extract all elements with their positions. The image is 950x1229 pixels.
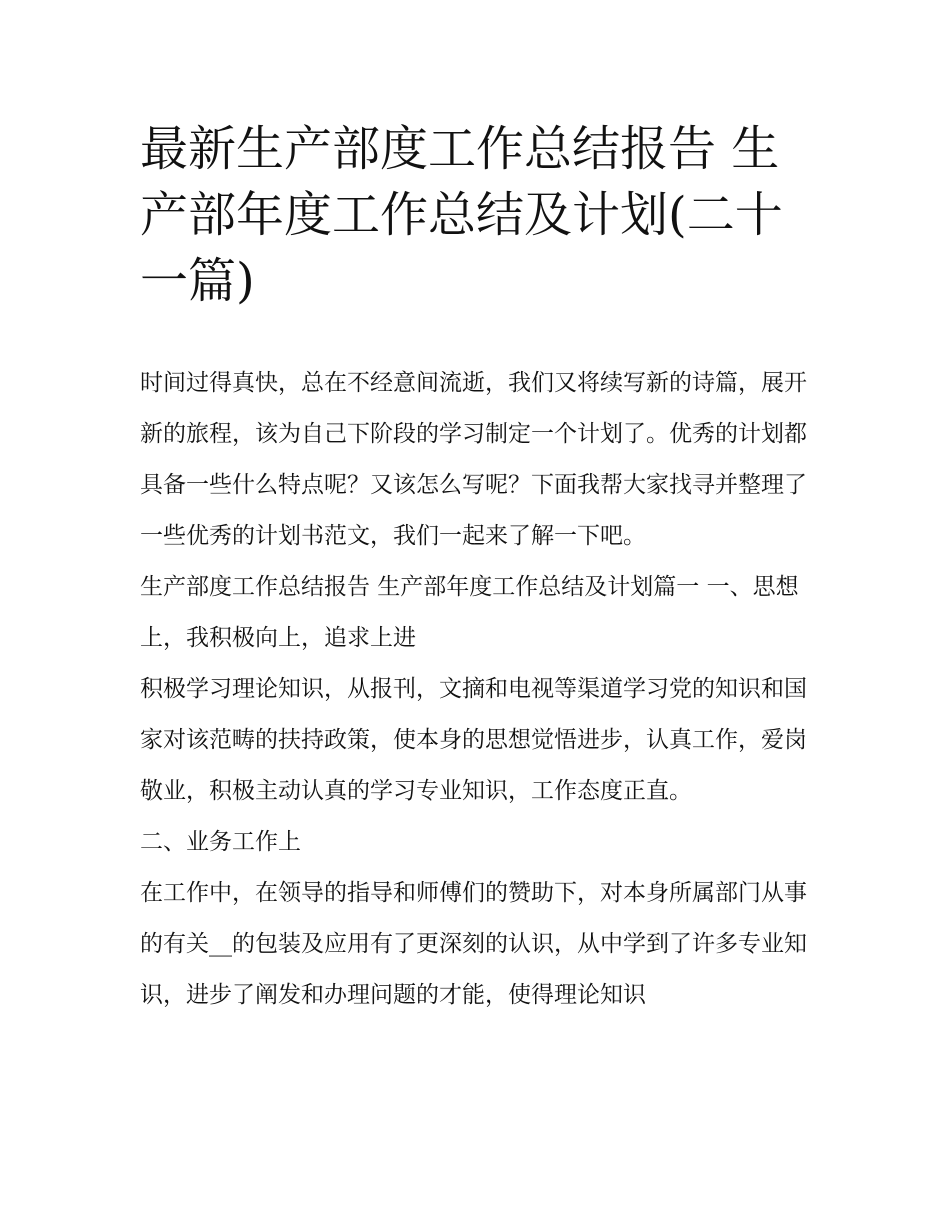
paragraph-intro: 时间过得真快，总在不经意间流逝，我们又将续写新的诗篇，展开新的旅程，该为自己下阶段的学习制定一个计划了。优秀的计划都具备一些什么特点呢？又该怎么写呢？下面我帮大家找寻并整理了一些优秀的计划书范文，我们一起来了解一下吧。 <box>140 370 807 549</box>
paragraph-section-one-heading: 生产部度工作总结报告 生产部年度工作总结及计划篇一 一、思想上，我积极向上，追求上进 <box>140 574 799 651</box>
paragraph-section-two-heading: 二、业务工作上 <box>140 829 301 855</box>
paragraph-section-two-body: 在工作中，在领导的指导和师傅们的赞助下，对本身所属部门从事的有关__的包装及应用有了更深刻的认识，从中学到了许多专业知识，进步了阐发和办理问题的才能，使得理论知识 <box>140 880 807 1008</box>
paragraph-section-one-body: 积极学习理论知识，从报刊，文摘和电视等渠道学习党的知识和国家对该范畴的扶持政策，使本身的思想觉悟进步，认真工作，爱岗敬业，积极主动认真的学习专业知识，工作态度正直。 <box>140 676 807 804</box>
document-body <box>140 358 820 1021</box>
document-title: 最新生产部度工作总结报告 生产部年度工作总结及计划(二十一篇) <box>140 121 783 309</box>
